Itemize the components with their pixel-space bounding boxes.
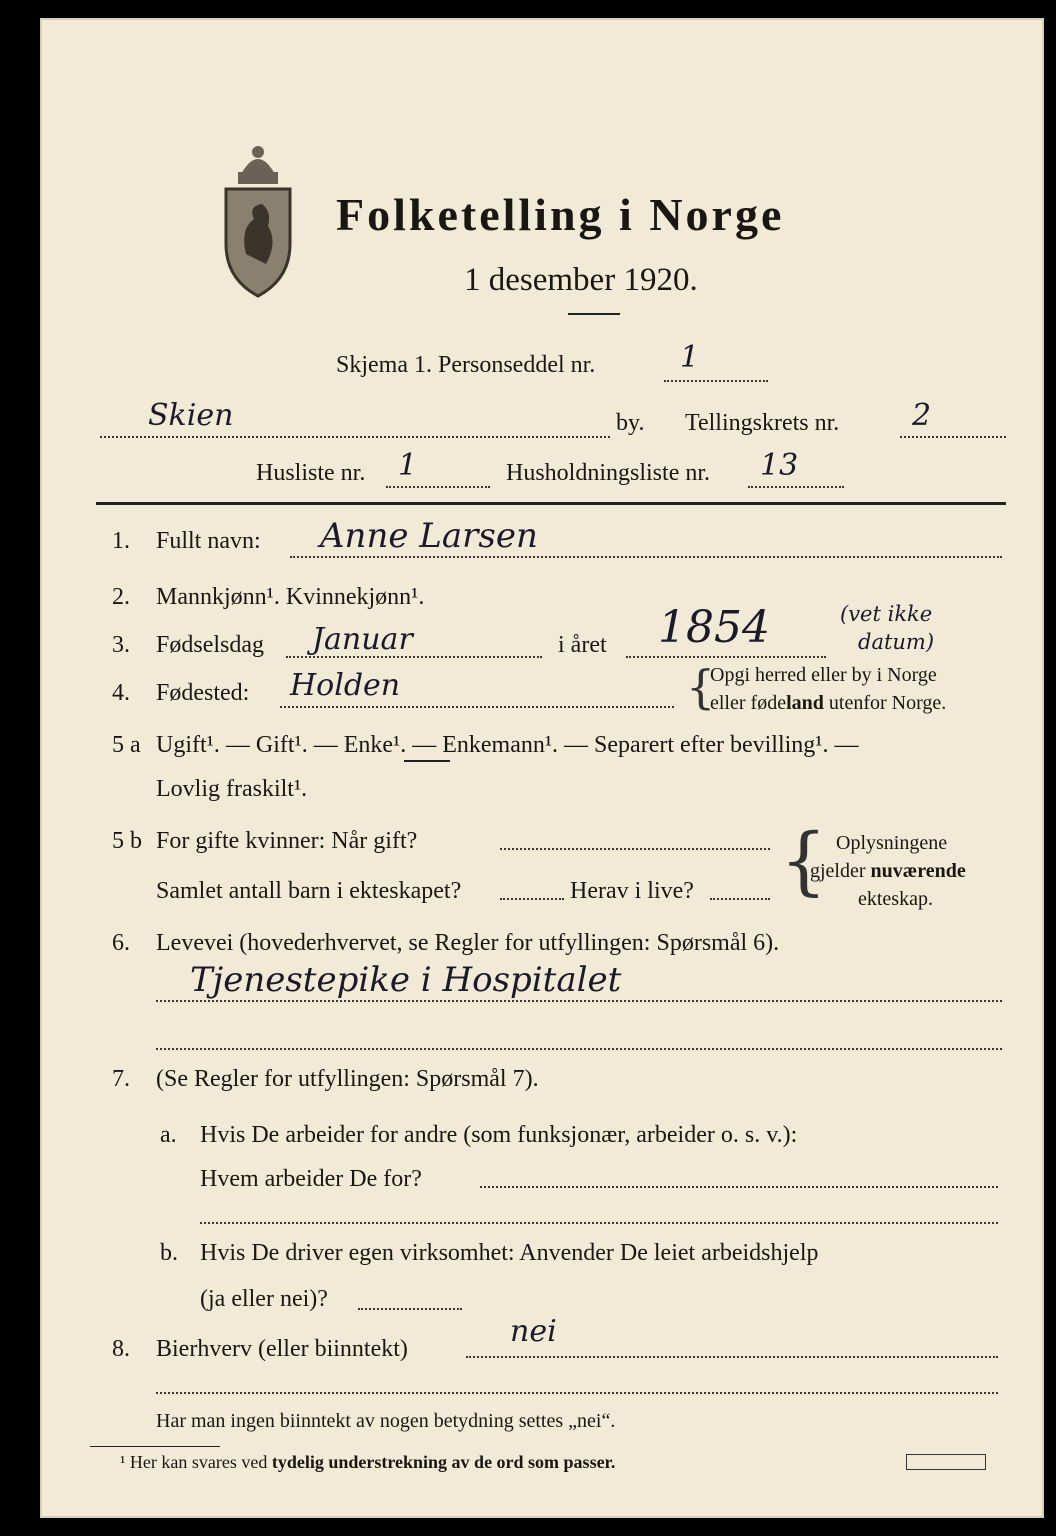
q4-label: Fødested: — [156, 680, 250, 706]
husliste-label: Husliste nr. — [256, 460, 366, 486]
q7a-line1 — [480, 1186, 998, 1188]
q4-note-line1: Opgi herred eller by i Norge — [710, 664, 937, 686]
q1-number: 1. — [112, 528, 130, 554]
coat-of-arms-icon — [218, 134, 298, 299]
q8-line1 — [466, 1356, 998, 1358]
q4-line — [280, 706, 674, 708]
q7a-text: Hvis De arbeider for andre (som funksjonær, arbeider o. s. v.): — [200, 1122, 798, 1148]
tellingskrets-number: 2 — [912, 398, 932, 433]
tellingskrets-line — [900, 436, 1006, 438]
q7-number: 7. — [112, 1066, 130, 1092]
q5b-children-label: Samlet antall barn i ekteskapet? — [156, 878, 462, 904]
form-title: Folketelling i Norge — [336, 189, 785, 240]
q7b-line — [358, 1308, 462, 1310]
census-form — [40, 18, 1044, 1518]
q7-label: (Se Regler for utfyllingen: Spørsmål 7). — [156, 1066, 539, 1092]
q7a-letter: a. — [160, 1122, 177, 1148]
city-label: by. — [616, 410, 645, 436]
footnote-text: Her kan svares ved — [129, 1452, 272, 1472]
q5b-children-line — [500, 898, 564, 900]
q7b-letter: b. — [160, 1240, 178, 1266]
q8-line2 — [156, 1392, 998, 1394]
q1-label: Fullt navn: — [156, 528, 261, 554]
q3-year: 1854 — [658, 602, 770, 653]
printer-stamp — [906, 1454, 986, 1470]
q5b-brace: { — [780, 818, 828, 904]
q3-year-label: i året — [558, 632, 607, 658]
q3-label: Fødselsdag — [156, 632, 264, 658]
husliste-line — [386, 486, 490, 488]
tellingskrets-label: Tellingskrets nr. — [685, 410, 840, 436]
q5b-note-line3: ekteskap. — [858, 888, 933, 910]
q6-number: 6. — [112, 930, 130, 956]
q3-number: 3. — [112, 632, 130, 658]
city-line — [100, 436, 610, 438]
q6-label: Levevei (hovederhvervet, se Regler for utfyllingen: Spørsmål 6). — [156, 930, 780, 956]
husholdningsliste-label: Husholdningsliste nr. — [506, 460, 711, 486]
husholdningsliste-number: 13 — [760, 448, 799, 483]
q5b-note-part1: gjelder — [810, 860, 871, 882]
personseddel-line — [664, 380, 768, 382]
q4-note-part3: utenfor Norge. — [823, 692, 947, 714]
q5b-note-line2 — [810, 860, 966, 883]
q5a-options-cont: Lovlig fraskilt¹. — [156, 776, 308, 802]
q5a-underline — [404, 760, 450, 762]
q7b-question: (ja eller nei)? — [200, 1286, 328, 1312]
q8-note: Har man ingen biinntekt av nogen betydning settes „nei“. — [156, 1410, 616, 1432]
q4-note-line2 — [710, 692, 946, 715]
q3-month-line — [286, 656, 542, 658]
q8-label: Bierhverv (eller biinntekt) — [156, 1336, 408, 1362]
q5b-married-line — [500, 848, 770, 850]
q3-year-line — [626, 656, 826, 658]
title-divider — [568, 313, 620, 315]
q4-note-bold: land — [786, 692, 824, 714]
city-value: Skien — [148, 398, 234, 433]
q5a-number: 5 a — [112, 732, 141, 758]
personseddel-number: 1 — [680, 340, 700, 375]
q1-line — [290, 556, 1002, 558]
q7b-text: Hvis De driver egen virksomhet: Anvender De leiet arbeidshjelp — [200, 1240, 819, 1266]
q3-month: Januar — [312, 622, 413, 657]
q4-value: Holden — [290, 668, 401, 703]
q7a-question: Hvem arbeider De for? — [200, 1166, 422, 1192]
q1-value: Anne Larsen — [320, 516, 538, 556]
q6-value: Tjenestepike i Hospitalet — [190, 960, 622, 1000]
q4-number: 4. — [112, 680, 130, 706]
q8-number: 8. — [112, 1336, 130, 1362]
footnote — [120, 1452, 615, 1473]
footnote-bold: tydelig understrekning av de ord som passer. — [271, 1452, 616, 1472]
q3-note-line1: (vet ikke — [840, 602, 933, 626]
q5b-alive-line — [710, 898, 770, 900]
husholdningsliste-line — [748, 486, 844, 488]
schema-label: Skjema 1. Personseddel nr. — [336, 352, 596, 378]
q2-number: 2. — [112, 584, 130, 610]
q5b-label: For gifte kvinner: Når gift? — [156, 828, 418, 854]
q5a-options: Ugift¹. — Gift¹. — Enke¹. — Enkemann¹. — Separert efter bevilling¹. — — [156, 732, 859, 758]
q8-value: nei — [510, 1314, 557, 1349]
q5b-note-bold: nuværende — [870, 860, 966, 882]
q4-note-part1: eller føde — [710, 692, 787, 714]
form-date: 1 desember 1920. — [464, 262, 698, 298]
header-divider — [96, 502, 1006, 505]
q3-note-line2: datum) — [858, 630, 935, 654]
q4-brace: { — [686, 660, 716, 714]
husliste-number: 1 — [398, 448, 418, 483]
q5b-note-line1: Oplysningene — [836, 832, 948, 854]
q6-line1 — [156, 1000, 1002, 1002]
q6-line2 — [156, 1048, 1002, 1050]
q7a-line2 — [200, 1222, 998, 1224]
footnote-marker: ¹ — [120, 1452, 126, 1472]
q5b-number: 5 b — [112, 828, 142, 854]
q2-label: Mannkjønn¹. Kvinnekjønn¹. — [156, 584, 425, 610]
q5b-alive-label: Herav i live? — [570, 878, 694, 904]
footnote-rule — [90, 1446, 220, 1447]
